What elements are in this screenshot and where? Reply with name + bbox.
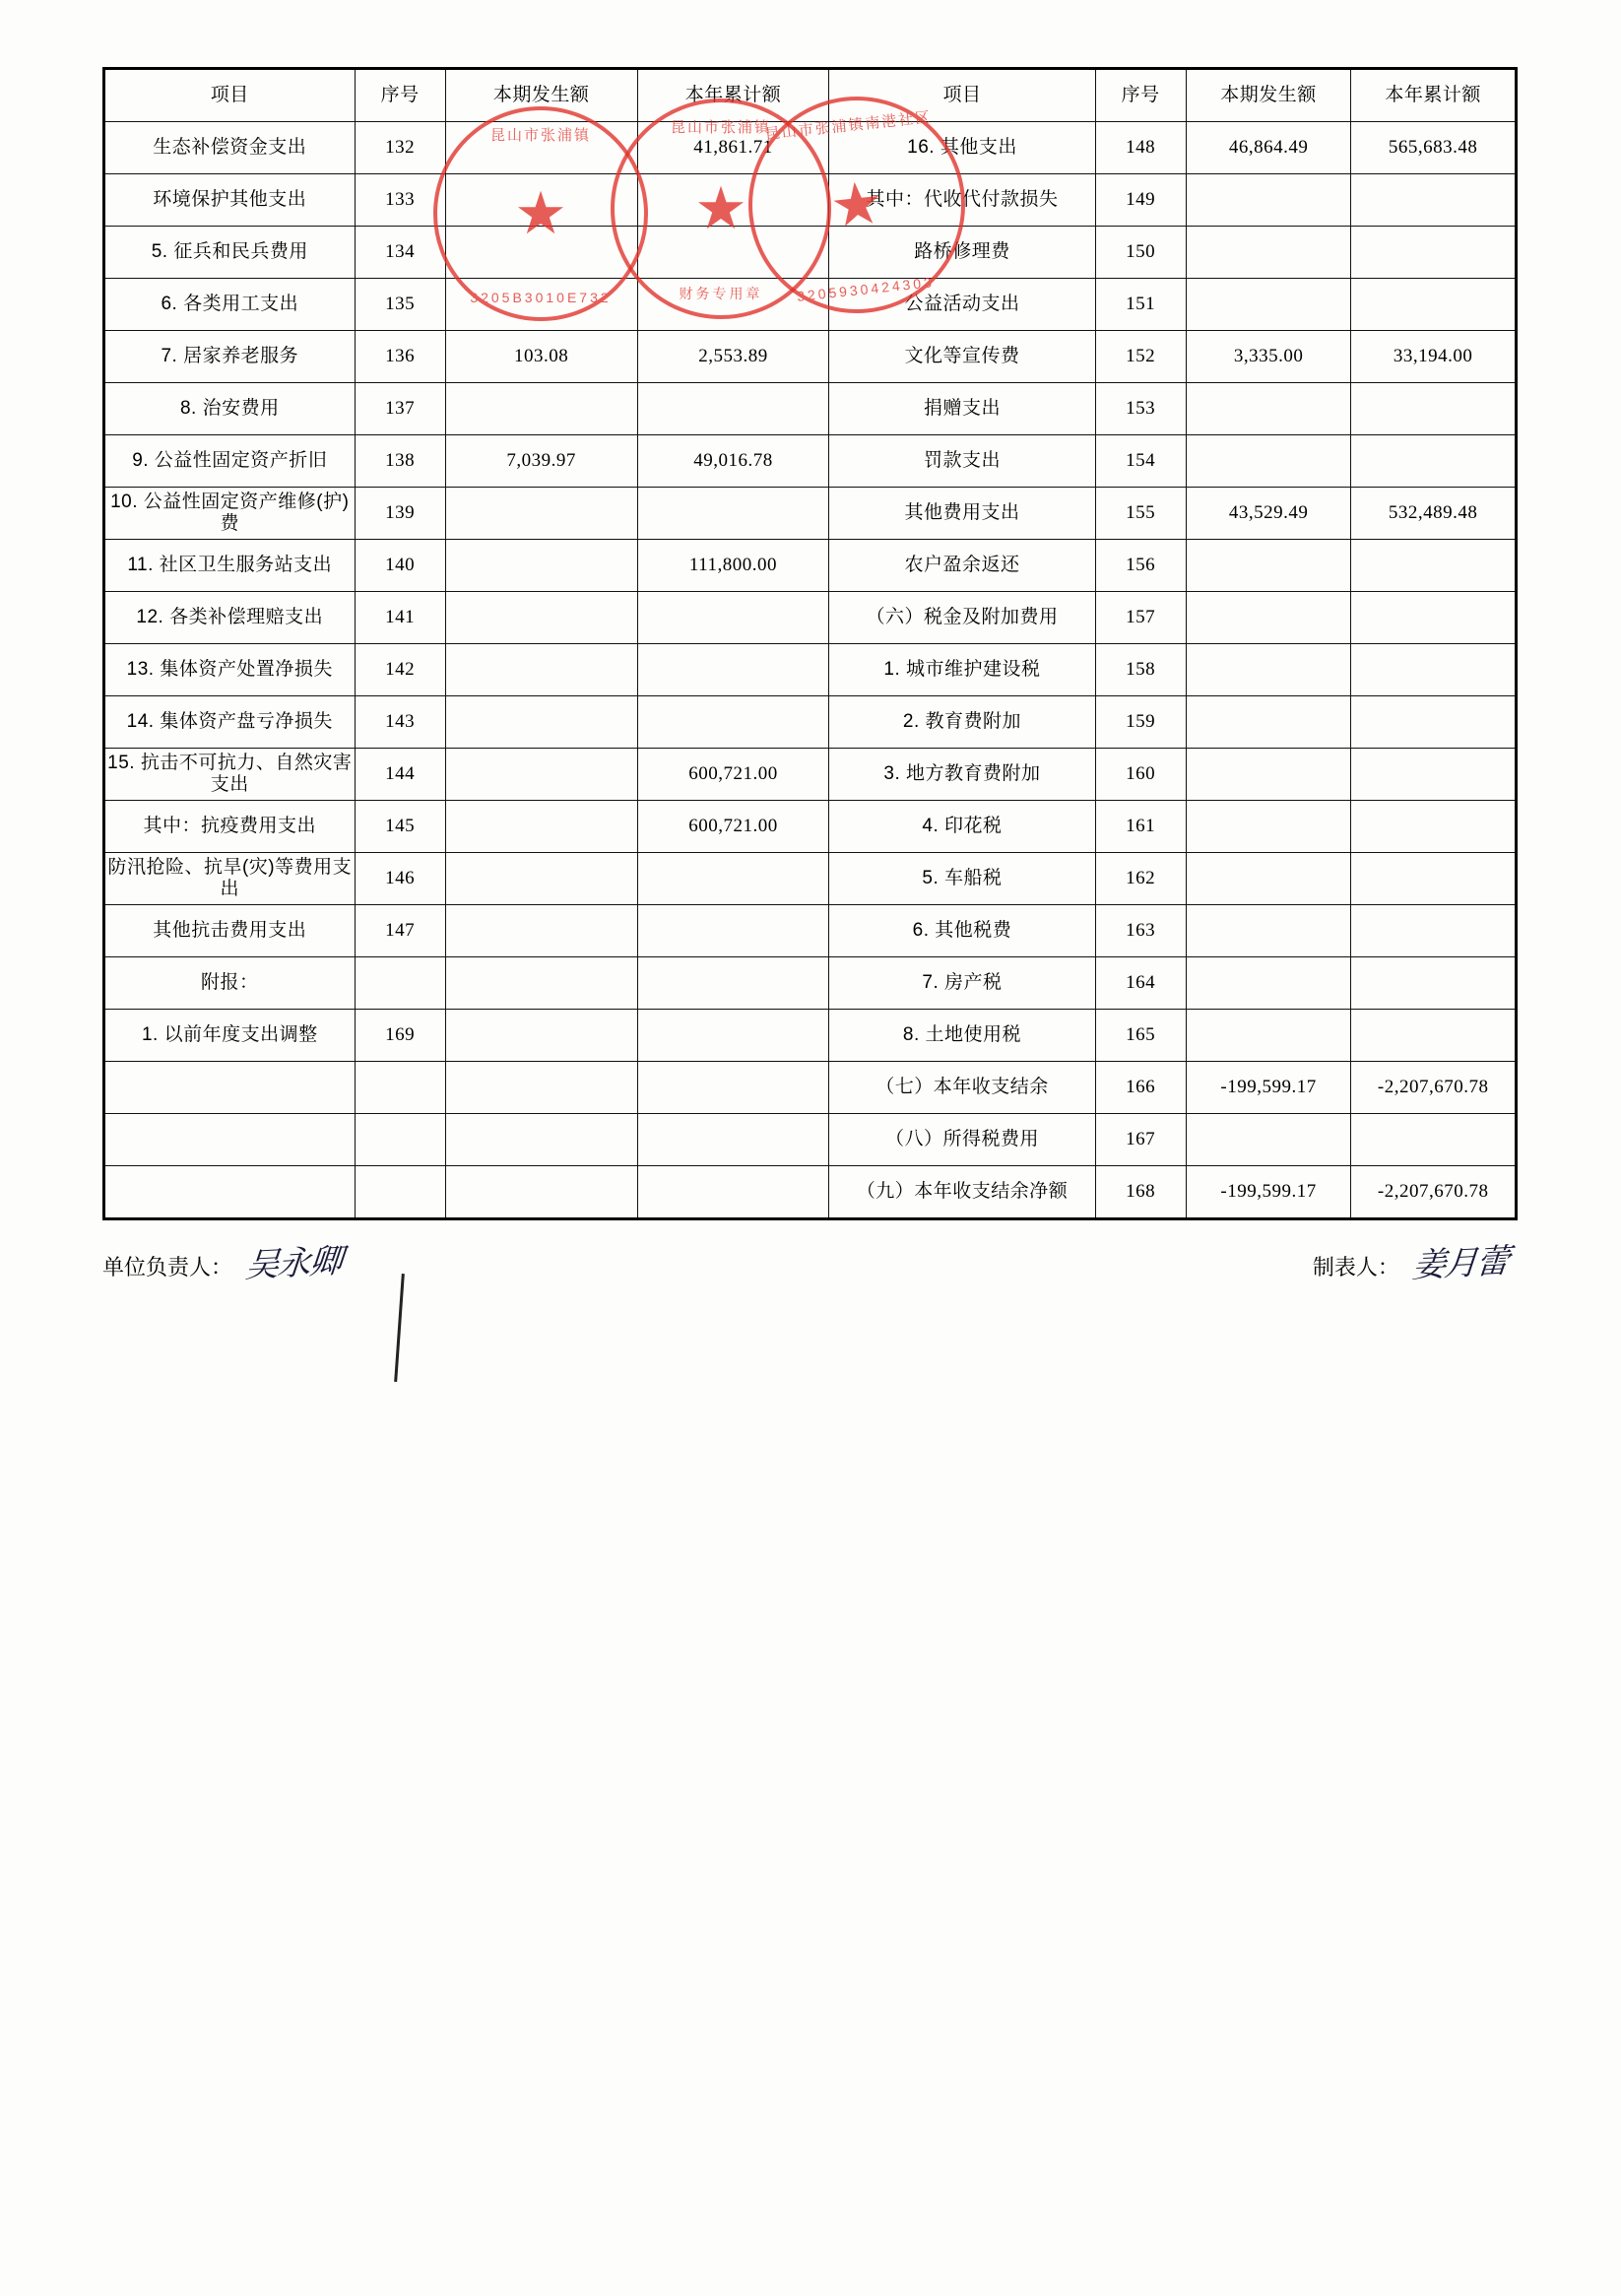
- signature-footer: [102, 1236, 1518, 1305]
- cell-current-left: [445, 696, 637, 749]
- cell-current-left: [445, 749, 637, 801]
- header-item-left: 项目: [104, 69, 356, 122]
- cell-ytd-right: [1351, 174, 1517, 227]
- cell-current-left: [445, 592, 637, 644]
- table-row: [104, 122, 1517, 174]
- cell-item-left: 13. 集体资产处置净损失: [104, 644, 356, 696]
- unit-head-signature: 吴永卿: [243, 1243, 343, 1285]
- cell-item-left: 12. 各类补偿理赔支出: [104, 592, 356, 644]
- cell-seq-right: 158: [1095, 644, 1186, 696]
- cell-current-left: [445, 853, 637, 905]
- cell-item-right: （六）税金及附加费用: [829, 592, 1095, 644]
- cell-item-left: 7. 居家养老服务: [104, 331, 356, 383]
- cell-ytd-right: [1351, 592, 1517, 644]
- cell-ytd-left: 49,016.78: [637, 435, 829, 488]
- cell-seq-right: 166: [1095, 1062, 1186, 1114]
- cell-current-right: [1186, 801, 1351, 853]
- cell-ytd-left: [637, 1114, 829, 1166]
- cell-ytd-right: [1351, 696, 1517, 749]
- seal-code-text: 3205B3010E732: [470, 290, 612, 305]
- cell-item-left: 11. 社区卫生服务站支出: [104, 540, 356, 592]
- cell-item-left: 生态补偿资金支出: [104, 122, 356, 174]
- table-row: [104, 435, 1517, 488]
- cell-seq-left: 137: [355, 383, 445, 435]
- header-ytd-left: 本年累计额: [637, 69, 829, 122]
- cell-current-right: [1186, 174, 1351, 227]
- cell-current-left: 103.08: [445, 331, 637, 383]
- cell-current-left: [445, 1166, 637, 1219]
- cell-item-left: 14. 集体资产盘亏净损失: [104, 696, 356, 749]
- header-ytd-right: 本年累计额: [1351, 69, 1517, 122]
- cell-current-right: [1186, 592, 1351, 644]
- cell-seq-right: 163: [1095, 905, 1186, 957]
- cell-ytd-right: 565,683.48: [1351, 122, 1517, 174]
- cell-item-left: 9. 公益性固定资产折旧: [104, 435, 356, 488]
- table-row: [104, 801, 1517, 853]
- cell-seq-right: 150: [1095, 227, 1186, 279]
- seal-code-text: 财务专用章: [679, 286, 763, 301]
- cell-item-right: 捐赠支出: [829, 383, 1095, 435]
- cell-item-left: [104, 1114, 356, 1166]
- cell-current-left: [445, 540, 637, 592]
- table-row: [104, 279, 1517, 331]
- cell-ytd-left: [637, 592, 829, 644]
- cell-seq-right: 149: [1095, 174, 1186, 227]
- cell-item-left: [104, 1062, 356, 1114]
- cell-current-left: [445, 383, 637, 435]
- cell-current-right: [1186, 435, 1351, 488]
- cell-current-left: 7,039.97: [445, 435, 637, 488]
- cell-current-left: [445, 1010, 637, 1062]
- cell-item-right: （九）本年收支结余净额: [829, 1166, 1095, 1219]
- table-row: [104, 1166, 1517, 1219]
- cell-ytd-right: [1351, 749, 1517, 801]
- cell-item-right: 2. 教育费附加: [829, 696, 1095, 749]
- preparer-signature: 姜月蕾: [1410, 1243, 1510, 1285]
- table-row: [104, 174, 1517, 227]
- cell-item-right: 4. 印花税: [829, 801, 1095, 853]
- seal-top-text: 昆山市张浦镇: [489, 127, 591, 144]
- cell-ytd-right: [1351, 279, 1517, 331]
- cell-current-right: [1186, 853, 1351, 905]
- cell-ytd-left: [637, 696, 829, 749]
- table-row: [104, 331, 1517, 383]
- header-current-left: 本期发生额: [445, 69, 637, 122]
- cell-seq-left: 143: [355, 696, 445, 749]
- cell-item-left: 8. 治安费用: [104, 383, 356, 435]
- cell-current-right: 43,529.49: [1186, 488, 1351, 540]
- cell-current-right: [1186, 540, 1351, 592]
- cell-seq-right: 167: [1095, 1114, 1186, 1166]
- cell-ytd-right: [1351, 801, 1517, 853]
- preparer-block: [1313, 1236, 1508, 1284]
- table-row: [104, 1010, 1517, 1062]
- cell-seq-right: 152: [1095, 331, 1186, 383]
- cell-current-right: -199,599.17: [1186, 1062, 1351, 1114]
- table-row: [104, 957, 1517, 1010]
- cell-item-left: 5. 征兵和民兵费用: [104, 227, 356, 279]
- cell-ytd-left: [637, 227, 829, 279]
- cell-current-left: [445, 488, 637, 540]
- cell-item-left: 环境保护其他支出: [104, 174, 356, 227]
- table-row: [104, 1114, 1517, 1166]
- cell-item-left: 防汛抢险、抗旱(灾)等费用支出: [104, 853, 356, 905]
- cell-ytd-right: [1351, 957, 1517, 1010]
- cell-ytd-left: 111,800.00: [637, 540, 829, 592]
- cell-ytd-left: [637, 644, 829, 696]
- cell-current-right: [1186, 644, 1351, 696]
- table-row: [104, 905, 1517, 957]
- table-row: [104, 383, 1517, 435]
- cell-item-left: 附报：: [104, 957, 356, 1010]
- cell-seq-right: 157: [1095, 592, 1186, 644]
- cell-seq-right: 165: [1095, 1010, 1186, 1062]
- cell-ytd-right: 532,489.48: [1351, 488, 1517, 540]
- cell-item-left: 1. 以前年度支出调整: [104, 1010, 356, 1062]
- expenditure-table: [102, 67, 1518, 1220]
- cell-seq-right: 154: [1095, 435, 1186, 488]
- table-row: [104, 696, 1517, 749]
- cell-seq-left: [355, 957, 445, 1010]
- expenditure-table-wrapper: [102, 67, 1518, 1220]
- cell-ytd-left: [637, 1166, 829, 1219]
- seal-code-text: 3205930424303: [796, 274, 936, 304]
- header-item-right: 项目: [829, 69, 1095, 122]
- table-row: [104, 488, 1517, 540]
- cell-current-right: [1186, 696, 1351, 749]
- table-row: [104, 749, 1517, 801]
- cell-item-right: 7. 房产税: [829, 957, 1095, 1010]
- cell-current-right: 46,864.49: [1186, 122, 1351, 174]
- table-row: [104, 540, 1517, 592]
- cell-seq-right: 151: [1095, 279, 1186, 331]
- cell-ytd-left: [637, 957, 829, 1010]
- cell-current-right: [1186, 279, 1351, 331]
- table-row: [104, 592, 1517, 644]
- cell-item-right: （七）本年收支结余: [829, 1062, 1095, 1114]
- table-row: [104, 644, 1517, 696]
- cell-ytd-left: 41,861.71: [637, 122, 829, 174]
- cell-current-left: [445, 1062, 637, 1114]
- cell-item-left: 其他抗击费用支出: [104, 905, 356, 957]
- cell-current-right: [1186, 227, 1351, 279]
- seal-top-text: 昆山市张浦镇南港社区: [764, 108, 934, 144]
- seal-star-icon: ★: [826, 168, 887, 240]
- table-body: [104, 69, 1517, 1219]
- cell-ytd-right: [1351, 1114, 1517, 1166]
- cell-current-left: [445, 1114, 637, 1166]
- cell-seq-right: 160: [1095, 749, 1186, 801]
- cell-seq-left: 142: [355, 644, 445, 696]
- cell-seq-left: 146: [355, 853, 445, 905]
- cell-ytd-left: [637, 853, 829, 905]
- cell-ytd-right: [1351, 644, 1517, 696]
- cell-seq-left: 140: [355, 540, 445, 592]
- cell-item-right: 5. 车船税: [829, 853, 1095, 905]
- cell-ytd-right: [1351, 227, 1517, 279]
- cell-item-right: （八）所得税费用: [829, 1114, 1095, 1166]
- cell-current-left: [445, 957, 637, 1010]
- cell-item-right: 路桥修理费: [829, 227, 1095, 279]
- cell-seq-right: 155: [1095, 488, 1186, 540]
- cell-seq-left: [355, 1114, 445, 1166]
- cell-ytd-right: [1351, 1010, 1517, 1062]
- cell-ytd-right: [1351, 435, 1517, 488]
- cell-current-left: [445, 122, 637, 174]
- cell-seq-left: 169: [355, 1010, 445, 1062]
- cell-seq-right: 164: [1095, 957, 1186, 1010]
- preparer-label: 制表人：: [1312, 1255, 1399, 1279]
- cell-current-left: [445, 279, 637, 331]
- cell-seq-left: 134: [355, 227, 445, 279]
- header-seq-right: 序号: [1095, 69, 1186, 122]
- cell-ytd-right: [1351, 383, 1517, 435]
- cell-ytd-right: -2,207,670.78: [1351, 1062, 1517, 1114]
- table-row: [104, 227, 1517, 279]
- cell-seq-left: 132: [355, 122, 445, 174]
- seal-top-text: 昆山市张浦镇: [670, 119, 771, 136]
- cell-item-right: 公益活动支出: [829, 279, 1095, 331]
- header-current-right: 本期发生额: [1186, 69, 1351, 122]
- cell-current-right: -199,599.17: [1186, 1166, 1351, 1219]
- cell-seq-left: 139: [355, 488, 445, 540]
- cell-seq-left: 147: [355, 905, 445, 957]
- cell-current-right: [1186, 905, 1351, 957]
- cell-ytd-right: [1351, 905, 1517, 957]
- cell-item-right: 农户盈余返还: [829, 540, 1095, 592]
- cell-ytd-left: 600,721.00: [637, 801, 829, 853]
- cell-seq-right: 156: [1095, 540, 1186, 592]
- cell-seq-right: 153: [1095, 383, 1186, 435]
- cell-ytd-left: 600,721.00: [637, 749, 829, 801]
- cell-current-left: [445, 905, 637, 957]
- cell-ytd-right: [1351, 853, 1517, 905]
- cell-item-left: 6. 各类用工支出: [104, 279, 356, 331]
- cell-seq-left: 145: [355, 801, 445, 853]
- cell-item-right: 其中：代收代付款损失: [829, 174, 1095, 227]
- cell-seq-left: 136: [355, 331, 445, 383]
- cell-ytd-left: [637, 1010, 829, 1062]
- header-seq-left: 序号: [355, 69, 445, 122]
- seal-star-icon: ★: [514, 180, 567, 246]
- cell-item-right: 8. 土地使用税: [829, 1010, 1095, 1062]
- cell-seq-right: 159: [1095, 696, 1186, 749]
- cell-ytd-left: [637, 905, 829, 957]
- cell-current-left: [445, 174, 637, 227]
- cell-current-right: [1186, 1010, 1351, 1062]
- cell-current-right: [1186, 1114, 1351, 1166]
- cell-ytd-left: [637, 279, 829, 331]
- cell-seq-left: 141: [355, 592, 445, 644]
- cell-seq-right: 168: [1095, 1166, 1186, 1219]
- cell-ytd-left: [637, 383, 829, 435]
- cell-item-right: 文化等宣传费: [829, 331, 1095, 383]
- cell-seq-right: 162: [1095, 853, 1186, 905]
- cell-ytd-left: 2,553.89: [637, 331, 829, 383]
- cell-item-left: [104, 1166, 356, 1219]
- cell-item-right: 6. 其他税费: [829, 905, 1095, 957]
- cell-ytd-right: [1351, 540, 1517, 592]
- cell-seq-left: 144: [355, 749, 445, 801]
- cell-current-left: [445, 227, 637, 279]
- cell-item-right: 1. 城市维护建设税: [829, 644, 1095, 696]
- cell-item-right: 3. 地方教育费附加: [829, 749, 1095, 801]
- table-header-row: [104, 69, 1517, 122]
- cell-seq-left: [355, 1166, 445, 1219]
- table-row: [104, 853, 1517, 905]
- cell-item-left: 15. 抗击不可抗力、自然灾害支出: [104, 749, 356, 801]
- cell-seq-left: [355, 1062, 445, 1114]
- cell-seq-left: 135: [355, 279, 445, 331]
- cell-current-right: 3,335.00: [1186, 331, 1351, 383]
- cell-ytd-right: -2,207,670.78: [1351, 1166, 1517, 1219]
- signature-stroke: [394, 1274, 405, 1382]
- unit-head-label: 单位负责人：: [102, 1255, 233, 1279]
- cell-ytd-left: [637, 488, 829, 540]
- cell-ytd-left: [637, 174, 829, 227]
- unit-head-block: [102, 1236, 341, 1284]
- cell-item-left: 10. 公益性固定资产维修(护) 费: [104, 488, 356, 540]
- cell-item-right: 其他费用支出: [829, 488, 1095, 540]
- cell-seq-left: 133: [355, 174, 445, 227]
- cell-current-left: [445, 801, 637, 853]
- cell-current-right: [1186, 749, 1351, 801]
- cell-seq-left: 138: [355, 435, 445, 488]
- cell-current-right: [1186, 957, 1351, 1010]
- table-row: [104, 1062, 1517, 1114]
- cell-current-left: [445, 644, 637, 696]
- cell-ytd-left: [637, 1062, 829, 1114]
- cell-item-right: 罚款支出: [829, 435, 1095, 488]
- seal-star-icon: ★: [694, 175, 747, 241]
- cell-seq-right: 148: [1095, 122, 1186, 174]
- cell-ytd-right: 33,194.00: [1351, 331, 1517, 383]
- cell-current-right: [1186, 383, 1351, 435]
- cell-item-right: 16. 其他支出: [829, 122, 1095, 174]
- cell-seq-right: 161: [1095, 801, 1186, 853]
- cell-item-left: 其中：抗疫费用支出: [104, 801, 356, 853]
